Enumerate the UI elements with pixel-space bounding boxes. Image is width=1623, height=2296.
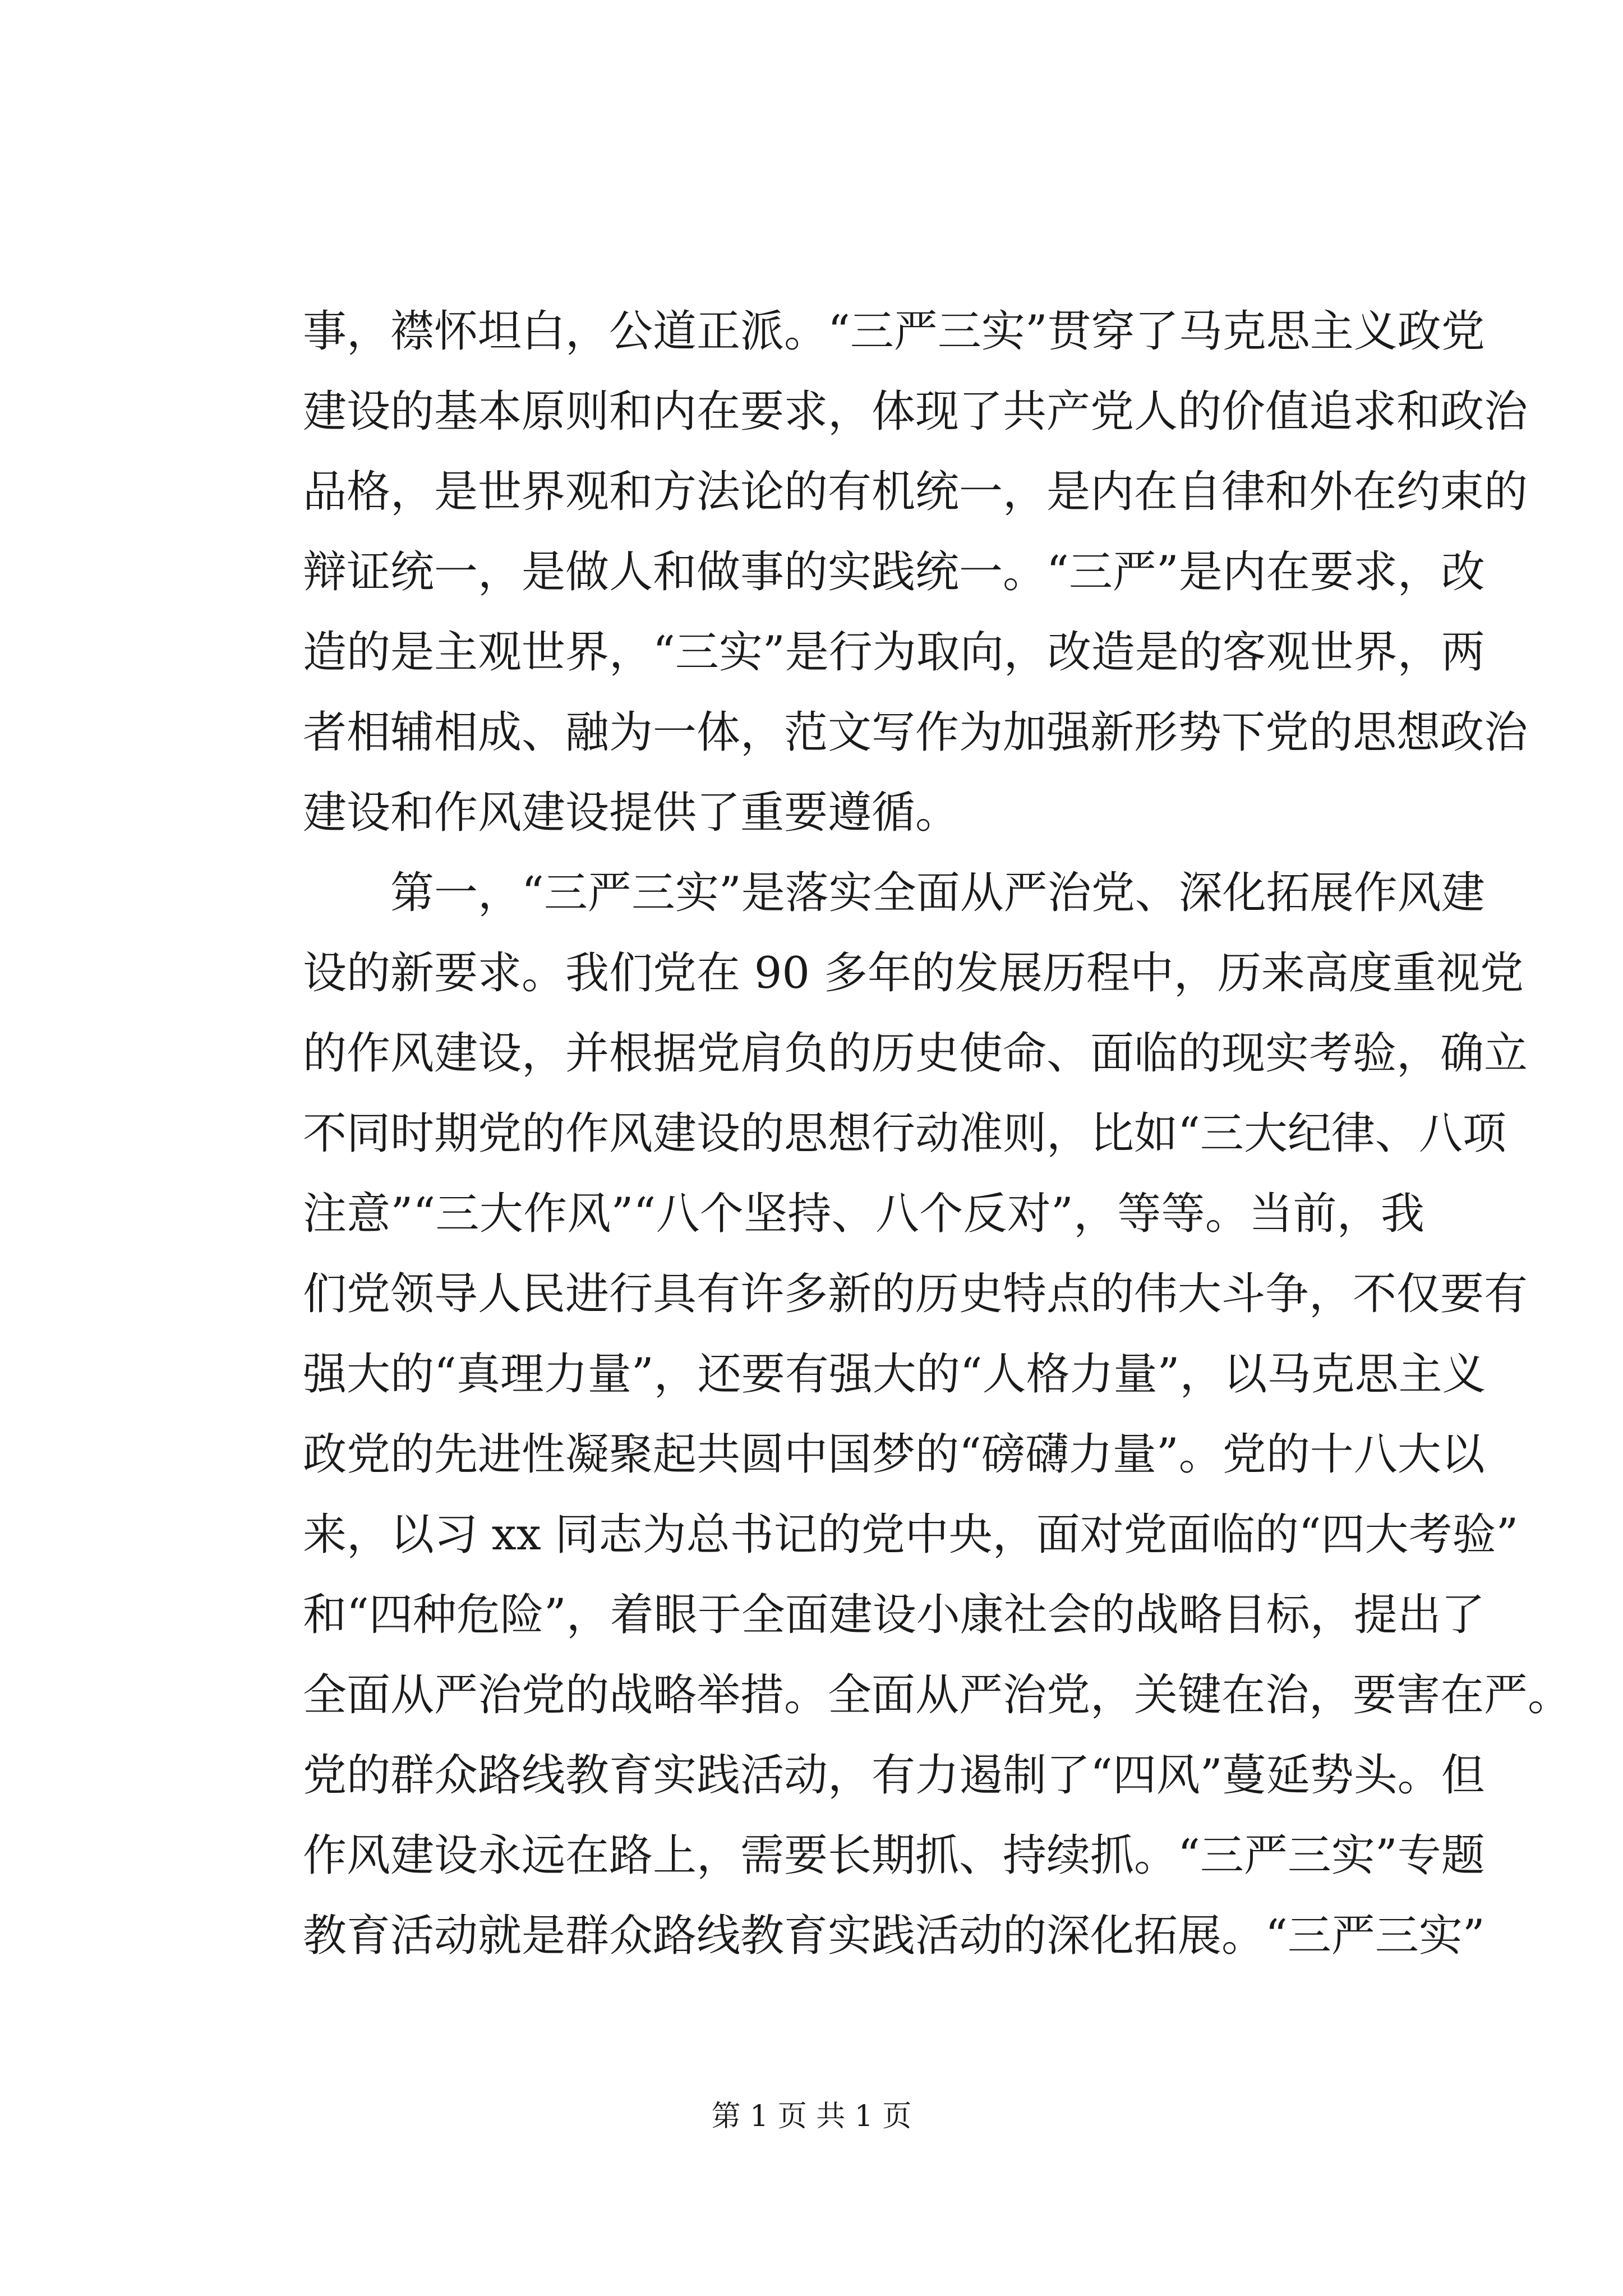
paragraph-line: 辩证统一，是做人和做事的实践统一。“三严”是内在要求，改 (303, 547, 1485, 597)
paragraph-line: 和“四种危险”，着眼于全面建设小康社会的战略目标，提出了 (303, 1590, 1485, 1640)
paragraph-line: 建设和作风建设提供了重要遵循。 (303, 788, 960, 838)
paragraph-line: 作风建设永远在路上，需要长期抓、持续抓。“三严三实”专题 (303, 1830, 1485, 1881)
paragraph-line: 强大的“真理力量”，还要有强大的“人格力量”，以马克思主义 (303, 1349, 1486, 1400)
paragraph-first-line: 第一，“三严三实”是落实全面从严治党、深化拓展作风建 (390, 868, 1485, 918)
paragraph-line: 全面从严治党的战略举措。全面从严治党，关键在治，要害在严。 (303, 1670, 1572, 1720)
paragraph-line: 品格，是世界观和方法论的有机统一，是内在自律和外在约束的 (303, 467, 1528, 517)
paragraph-line: 建设的基本原则和内在要求，体现了共产党人的价值追求和政治 (303, 386, 1528, 437)
paragraph-line: 设的新要求。我们党在 90 多年的发展历程中，历来高度重视党 (303, 948, 1524, 999)
page-number-footer: 第 1 页 共 1 页 (711, 2100, 912, 2133)
paragraph-line: 注意”“三大作风”“八个坚持、八个反对”，等等。当前，我 (303, 1189, 1424, 1239)
paragraph-line: 党的群众路线教育实践活动，有力遏制了“四风”蔓延势头。但 (303, 1750, 1485, 1801)
paragraph-line: 教育活动就是群众路线教育实践活动的深化拓展。“三严三实” (303, 1911, 1485, 1961)
paragraph-line: 政党的先进性凝聚起共圆中国梦的“磅礴力量”。党的十八大以 (303, 1429, 1485, 1480)
document-body (303, 292, 1572, 1976)
paragraph-line: 者相辅相成、融为一体，范文写作为加强新形势下党的思想政治 (303, 707, 1528, 758)
paragraph-line: 们党领导人民进行具有许多新的历史特点的伟大斗争，不仅要有 (303, 1269, 1528, 1319)
paragraph-line: 事，襟怀坦白，公道正派。“三严三实”贯穿了马克思主义政党 (303, 306, 1485, 357)
paragraph-line: 造的是主观世界，“三实”是行为取向，改造是的客观世界，两 (303, 627, 1485, 678)
paragraph-line: 的作风建设，并根据党肩负的历史使命、面临的现实考验，确立 (303, 1028, 1528, 1079)
paragraph-line: 来，以习 xx 同志为总书记的党中央，面对党面临的“四大考验” (303, 1510, 1519, 1560)
paragraph-line: 不同时期党的作风建设的思想行动准则，比如“三大纪律、八项 (303, 1108, 1506, 1159)
